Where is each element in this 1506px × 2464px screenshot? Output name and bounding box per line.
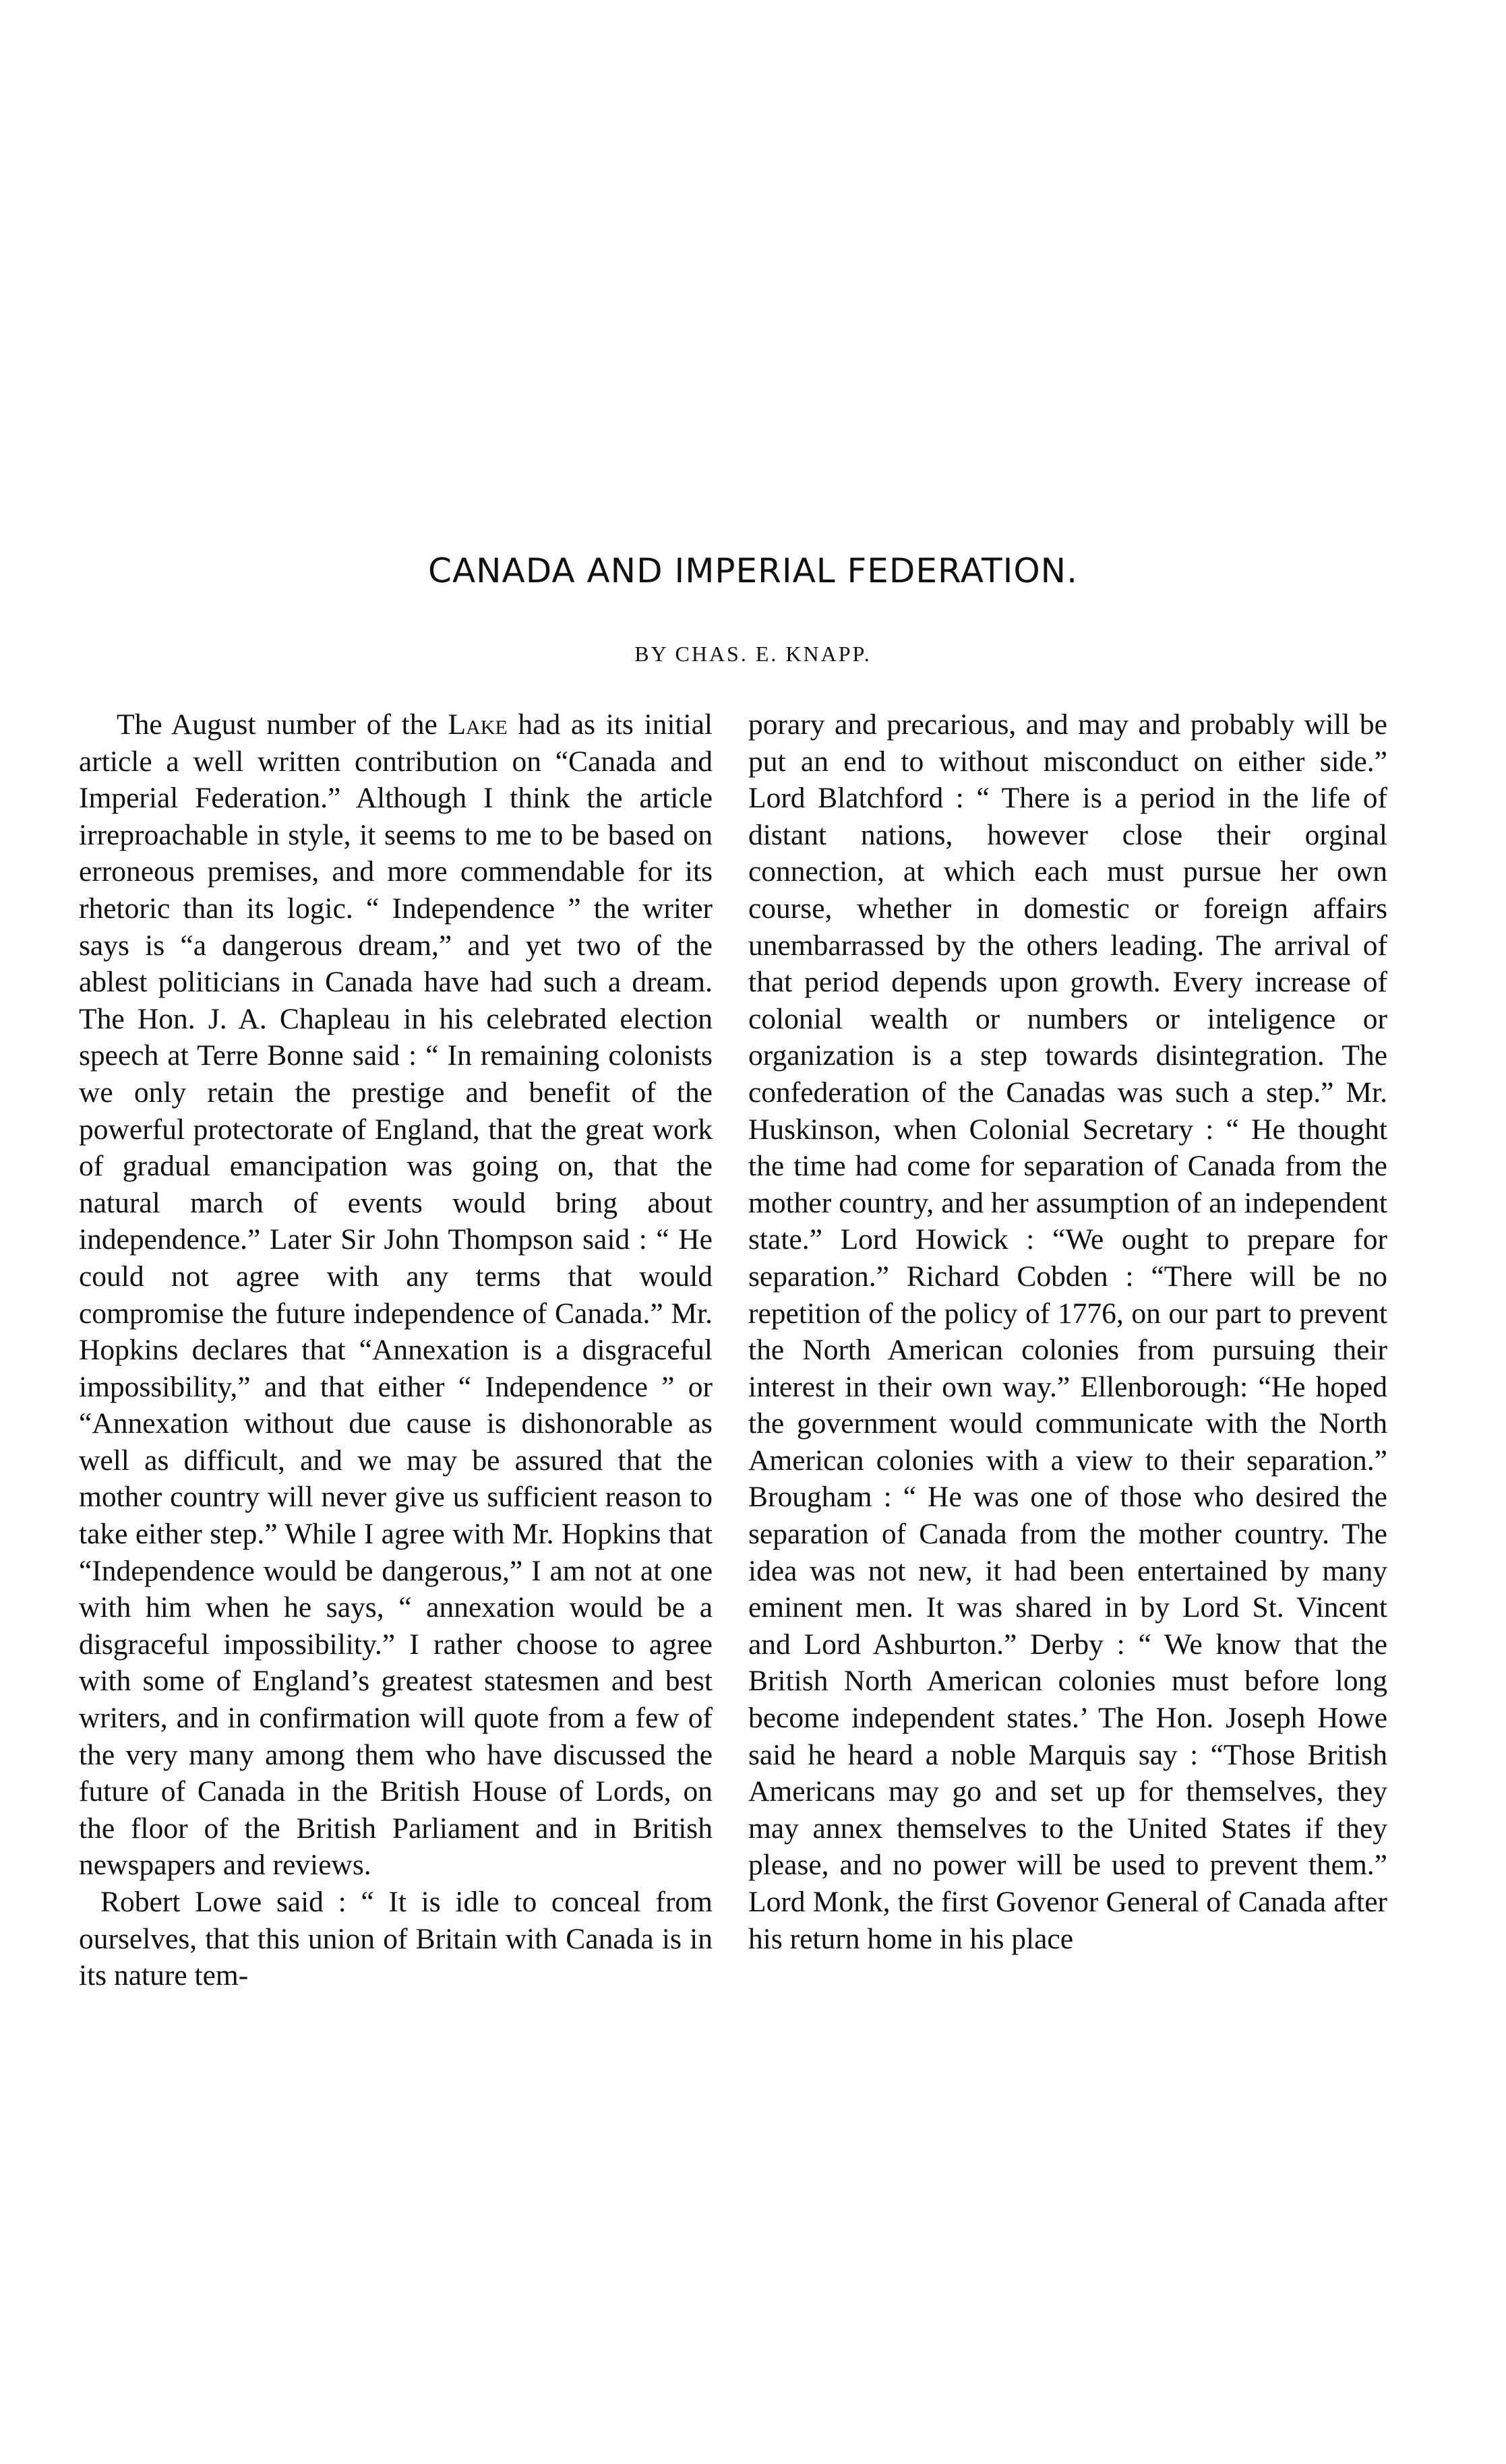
right-column [748,706,1387,1957]
paragraph-intro [79,706,713,1884]
left-column [79,706,713,1994]
magazine-name: Lake [448,708,508,741]
paragraph-lowe: Robert Lowe said : “ It is idle to conceal from ourselves, that this union of Britain with Canada is in its nature tem- [79,1886,713,1992]
paragraph-continued: porary and precarious, and may and probably will be put an end to without misconduct on either side.” Lord Blatchford : “ There is a period in the life of distant nations, however close their orginal connection, at which each must pursue her own course, whether in domestic or foreign affairs unembarrassed by the others leading. The arrival of that period depends upon growth. Every increase of colonial wealth or numbers or inteligence or organization is a step towards disintegration. The confederation of the Canadas was such a step.” Mr. Huskinson, when Colonial Secretary : “ He thought the time had come for separation of Canada from the mother country, and her assumption of an independent state.” Lord Howick : “We ought to prepare for separation.” Richard Cobden : “There will be no repetition of the policy of 1776, on our part to prevent the North American colonies from pursuing their interest in their own way.” Ellenborough: “He hoped the government would communicate with the North American colonies with a view to their separation.” Brougham : “ He was one of those who desired the separation of Canada from the mother country. The idea was not new, it had been entertained by many eminent men. It was shared in by Lord St. Vincent and Lord Ashburton.” Derby : “ We know that the British North American colonies must before long become independent states.’ The Hon. Joseph Howe said he heard a noble Marquis say : “Those British Americans may go and set up for themselves, they may annex themselves to the United States if they please, and no power will be used to prevent them.” Lord Monk, the first Govenor General of Canada after his return home in his place [748,708,1387,1955]
article-byline: BY CHAS. E. KNAPP. [634,642,872,666]
article-title: CANADA AND IMPERIAL FEDERATION. [428,551,1078,590]
paragraph-intro-text-a: The August number of the [117,708,448,741]
paragraph-intro-text-b: had as its initial article a well written contribution on “Canada and Imperial Federation.” Although I think the article irreproachable in style, it seems to me to be based on erroneous premises, and more commendable for its rhetoric than its logic. “ Independence ” the writer says is “a dangerous dream,” and yet two of the ablest politicians in Canada have had such a dream. The Hon. J. A. Chapleau in his celebrated election speech at Terre Bonne said : “ In remaining colonists we only retain the prestige and benefit of the powerful protectorate of England, that the great work of gradual emancipation was going on, that the natural march of events would bring about independence.” Later Sir John Thompson said : “ He could not agree with any terms that would compromise the future independence of Canada.” Mr. Hopkins declares that “Annexation is a disgraceful impossibility,” and that either “ Independence ” or “Annexation without due cause is dishonorable as well as difficult, and we may be assured that the mother country will never give us sufficient reason to take either step.” While I agree with Mr. Hopkins that “Independence would be dangerous,” I am not at one with him when he says, “ annexation would be a disgraceful impossibility.” I rather choose to agree with some of England’s greatest statesmen and best writers, and in confirmation will quote from a few of the very many among them who have discussed the future of Canada in the British House of Lords, on the floor of the British Parliament and in British newspapers and reviews. [79,708,713,1882]
